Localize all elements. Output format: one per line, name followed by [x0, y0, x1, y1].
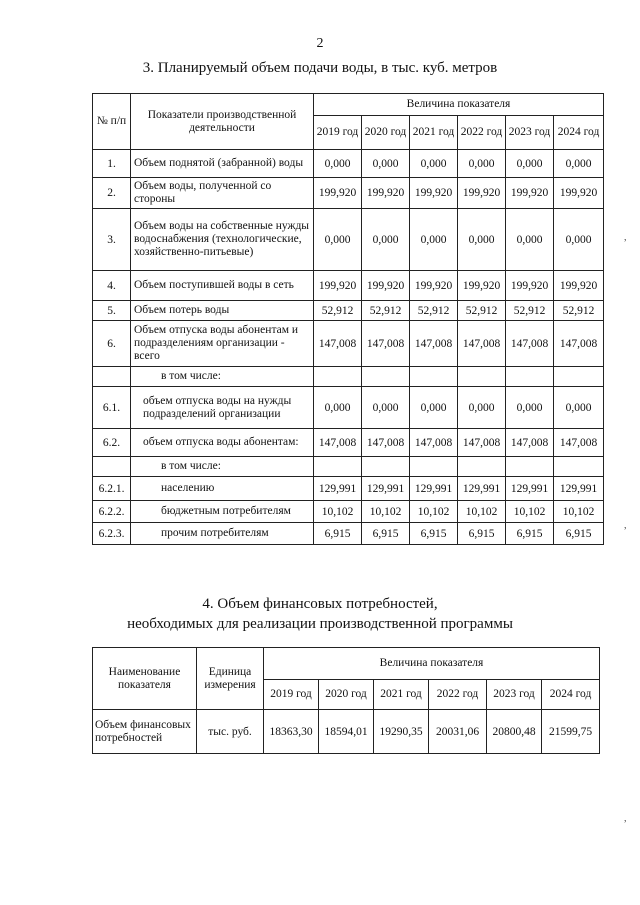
- table-row: [93, 457, 604, 477]
- value-cell: [410, 367, 458, 387]
- value-cell: [554, 457, 604, 477]
- table-row: [93, 367, 604, 387]
- value-cell: 199,920: [506, 271, 554, 301]
- value-cell: 0,000: [314, 150, 362, 178]
- value-cell: 6,915: [410, 523, 458, 545]
- value-cell: 10,102: [410, 501, 458, 523]
- table-row: [93, 501, 604, 523]
- value-cell: 199,920: [554, 178, 604, 209]
- value-cell: 0,000: [554, 150, 604, 178]
- value-cell: 129,991: [554, 477, 604, 501]
- value-cell: 52,912: [362, 301, 410, 321]
- row-number: 3.: [93, 209, 131, 271]
- year-header: 2022 год: [429, 680, 487, 710]
- value-cell: 52,912: [554, 301, 604, 321]
- value-cell: 6,915: [314, 523, 362, 545]
- value-cell: 52,912: [458, 301, 506, 321]
- value-cell: [410, 457, 458, 477]
- value-cell: [554, 367, 604, 387]
- row-label: Объем поднятой (забранной) воды: [131, 150, 314, 178]
- row-number: 6.2.3.: [93, 523, 131, 545]
- value-cell: 147,008: [458, 321, 506, 367]
- value-cell: 199,920: [458, 178, 506, 209]
- value-cell: 0,000: [410, 209, 458, 271]
- value-cell: [362, 367, 410, 387]
- value-cell: 6,915: [506, 523, 554, 545]
- table-row: [93, 301, 604, 321]
- value-cell: 6,915: [362, 523, 410, 545]
- value-cell: 199,920: [314, 271, 362, 301]
- value-cell: 129,991: [506, 477, 554, 501]
- section4-title: [0, 594, 640, 634]
- value-cell: 129,991: [410, 477, 458, 501]
- header-unit: Единица измерения: [197, 648, 264, 710]
- row-label: Объем потерь воды: [131, 301, 314, 321]
- row-label: населению: [131, 477, 314, 501]
- value-cell: 0,000: [458, 387, 506, 429]
- value-cell: 199,920: [362, 178, 410, 209]
- value-cell: 6,915: [458, 523, 506, 545]
- value-cell: 147,008: [362, 321, 410, 367]
- table-row: [93, 178, 604, 209]
- value-cell: 10,102: [554, 501, 604, 523]
- table-row: [93, 321, 604, 367]
- value-cell: 199,920: [362, 271, 410, 301]
- table-row: [93, 271, 604, 301]
- row-number: 1.: [93, 150, 131, 178]
- value-cell: 129,991: [314, 477, 362, 501]
- value-cell: [314, 457, 362, 477]
- year-header: 2019 год: [314, 116, 362, 150]
- value-cell: 129,991: [362, 477, 410, 501]
- table-row: [93, 429, 604, 457]
- row-number: 4.: [93, 271, 131, 301]
- row-number: 2.: [93, 178, 131, 209]
- row-label: прочим потребителям: [131, 523, 314, 545]
- row-label: в том числе:: [131, 457, 314, 477]
- value-cell: 0,000: [506, 150, 554, 178]
- scan-mark: ,: [624, 520, 627, 531]
- row-number: [93, 457, 131, 477]
- year-header: 2024 год: [554, 116, 604, 150]
- value-cell: [458, 457, 506, 477]
- value-cell: 20031,06: [429, 710, 487, 754]
- value-cell: 0,000: [314, 209, 362, 271]
- page-number: 2: [316, 36, 324, 51]
- value-cell: 0,000: [362, 150, 410, 178]
- year-header: 2021 год: [374, 680, 429, 710]
- value-cell: 10,102: [362, 501, 410, 523]
- value-cell: 21599,75: [542, 710, 600, 754]
- table-row: [93, 523, 604, 545]
- value-cell: [458, 367, 506, 387]
- value-cell: 199,920: [410, 178, 458, 209]
- row-label: в том числе:: [131, 367, 314, 387]
- row-number: 6.2.: [93, 429, 131, 457]
- value-cell: 6,915: [554, 523, 604, 545]
- table-row: [93, 150, 604, 178]
- value-cell: 147,008: [506, 429, 554, 457]
- value-cell: 52,912: [506, 301, 554, 321]
- table-row: [93, 477, 604, 501]
- value-cell: 147,008: [458, 429, 506, 457]
- header-indicator: Показатели производственной деятельности: [131, 94, 314, 150]
- value-cell: 0,000: [554, 387, 604, 429]
- value-cell: 20800,48: [487, 710, 542, 754]
- value-cell: 52,912: [314, 301, 362, 321]
- value-cell: 147,008: [362, 429, 410, 457]
- row-label: Объем воды на собственные нужды водоснабжения (технологические, хозяйственно-питьевые): [131, 209, 314, 271]
- scan-mark: ,: [624, 232, 627, 243]
- value-cell: 52,912: [410, 301, 458, 321]
- value-cell: 0,000: [458, 209, 506, 271]
- row-label: объем отпуска воды на нужды подразделений организации: [131, 387, 314, 429]
- row-label: бюджетным потребителям: [131, 501, 314, 523]
- value-cell: 147,008: [314, 321, 362, 367]
- year-header: 2024 год: [542, 680, 600, 710]
- header-num: № п/п: [93, 94, 131, 150]
- water-supply-table: [92, 93, 604, 545]
- value-cell: 199,920: [458, 271, 506, 301]
- value-cell: 147,008: [554, 429, 604, 457]
- header-name: Наименование показателя: [93, 648, 197, 710]
- value-cell: 0,000: [410, 150, 458, 178]
- financial-table: [92, 647, 600, 754]
- year-header: 2022 год: [458, 116, 506, 150]
- section3-title: 3. Планируемый объем подачи воды, в тыс. куб. метров: [142, 60, 498, 76]
- row-number: 6.2.2.: [93, 501, 131, 523]
- row-unit: тыс. руб.: [197, 710, 264, 754]
- year-header: 2021 год: [410, 116, 458, 150]
- value-cell: 0,000: [362, 209, 410, 271]
- value-cell: 0,000: [410, 387, 458, 429]
- row-label: Объем отпуска воды абонентам и подразделениям организации - всего: [131, 321, 314, 367]
- row-number: 6.: [93, 321, 131, 367]
- year-header: 2020 год: [362, 116, 410, 150]
- value-cell: [506, 367, 554, 387]
- year-header: 2023 год: [487, 680, 542, 710]
- scan-mark: ,: [624, 813, 627, 824]
- table-row: [93, 209, 604, 271]
- value-cell: 19290,35: [374, 710, 429, 754]
- row-label: Объем воды, полученной со стороны: [131, 178, 314, 209]
- value-cell: 10,102: [314, 501, 362, 523]
- year-header: 2023 год: [506, 116, 554, 150]
- value-cell: 10,102: [506, 501, 554, 523]
- value-cell: 199,920: [314, 178, 362, 209]
- row-name: Объем финансовых потребностей: [93, 710, 197, 754]
- section4-title-line1: 4. Объем финансовых потребностей,: [202, 596, 438, 612]
- value-cell: 0,000: [314, 387, 362, 429]
- value-cell: 129,991: [458, 477, 506, 501]
- table-row: [93, 387, 604, 429]
- section4-title-line2: необходимых для реализации производственной программы: [127, 616, 513, 632]
- header-value: Величина показателя: [264, 648, 600, 680]
- value-cell: 199,920: [410, 271, 458, 301]
- row-number: 5.: [93, 301, 131, 321]
- row-label: Объем поступившей воды в сеть: [131, 271, 314, 301]
- value-cell: 10,102: [458, 501, 506, 523]
- value-cell: 18363,30: [264, 710, 319, 754]
- value-cell: [314, 367, 362, 387]
- table-row: [93, 710, 600, 754]
- row-number: 6.1.: [93, 387, 131, 429]
- year-header: 2020 год: [319, 680, 374, 710]
- value-cell: 147,008: [314, 429, 362, 457]
- value-cell: 0,000: [506, 387, 554, 429]
- value-cell: [362, 457, 410, 477]
- value-cell: 199,920: [506, 178, 554, 209]
- value-cell: 0,000: [506, 209, 554, 271]
- header-value: Величина показателя: [314, 94, 604, 116]
- value-cell: 0,000: [458, 150, 506, 178]
- value-cell: [506, 457, 554, 477]
- value-cell: 0,000: [554, 209, 604, 271]
- value-cell: 18594,01: [319, 710, 374, 754]
- value-cell: 147,008: [410, 321, 458, 367]
- value-cell: 147,008: [554, 321, 604, 367]
- value-cell: 147,008: [410, 429, 458, 457]
- row-number: [93, 367, 131, 387]
- row-label: объем отпуска воды абонентам:: [131, 429, 314, 457]
- value-cell: 147,008: [506, 321, 554, 367]
- year-header: 2019 год: [264, 680, 319, 710]
- row-number: 6.2.1.: [93, 477, 131, 501]
- value-cell: 0,000: [362, 387, 410, 429]
- value-cell: 199,920: [554, 271, 604, 301]
